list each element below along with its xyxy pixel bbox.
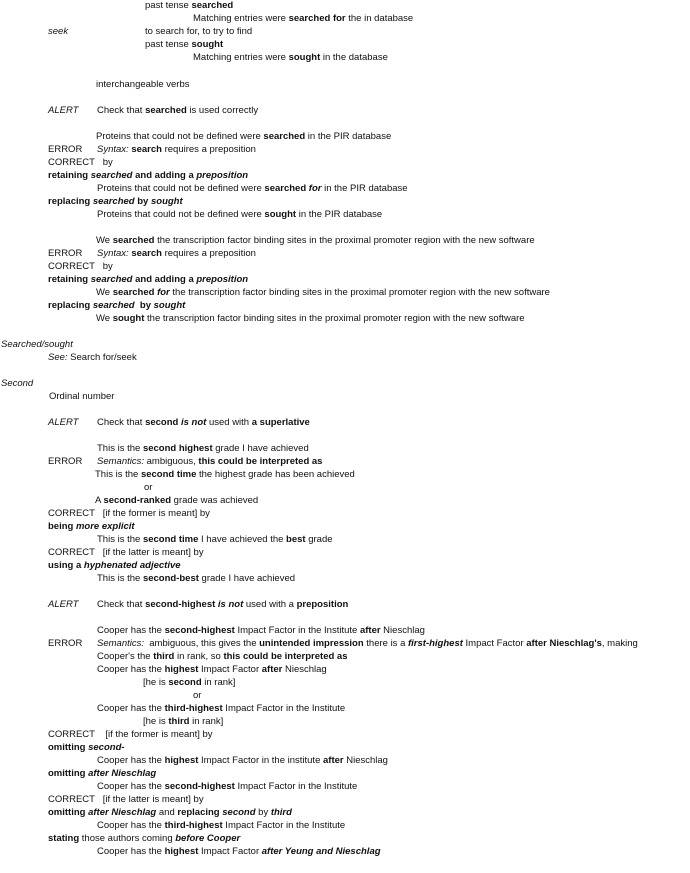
text-segment: after Yeung and Nieschlag — [261, 846, 381, 857]
text-segment — [181, 417, 206, 428]
text-segment — [91, 274, 133, 285]
text-segment: past tense — [145, 39, 192, 50]
text-segment: grade was achieved — [171, 495, 259, 506]
text-segment: Cooper's the — [97, 651, 154, 662]
text-segment: grade — [305, 534, 333, 545]
text-segment: Check that — [97, 599, 146, 610]
text-segment: unintended impression — [259, 638, 364, 649]
text-line — [1, 378, 33, 390]
text-segment: Search for/seek — [67, 352, 137, 363]
text-segment: Impact Factor in the institute — [198, 755, 323, 766]
text-segment: ERROR — [48, 144, 83, 155]
text-segment: preposition — [196, 274, 249, 285]
text-segment: third — [270, 807, 292, 818]
text-line — [97, 417, 310, 429]
text-line — [97, 456, 322, 468]
text-line — [96, 79, 189, 91]
text-line — [48, 560, 181, 572]
text-segment: searched — [112, 235, 155, 246]
text-line — [95, 495, 258, 507]
text-segment: CORRECT [if the former is meant] by — [48, 508, 210, 519]
text-segment: requires a preposition — [161, 248, 256, 259]
text-segment: in the PIR database — [296, 209, 383, 220]
text-segment: ALERT — [48, 599, 79, 610]
text-segment: in rank, so — [174, 651, 224, 662]
text-segment: Impact Factor in the Institute — [222, 703, 346, 714]
text-segment: in rank] — [189, 716, 224, 727]
text-segment: Nieschlag — [343, 755, 388, 766]
text-segment: by — [255, 807, 271, 818]
text-line — [97, 625, 425, 637]
text-segment: CORRECT [if the latter is meant] by — [48, 547, 204, 558]
text-segment: , making — [601, 638, 638, 649]
text-line — [143, 716, 223, 728]
text-segment: third — [153, 651, 175, 662]
text-segment: after — [323, 755, 344, 766]
text-segment: replacing — [48, 196, 93, 207]
text-line — [97, 651, 348, 663]
text-segment: Check that — [97, 105, 146, 116]
text-line — [145, 39, 223, 51]
text-segment — [84, 560, 181, 571]
text-segment: first-highest — [408, 638, 463, 649]
text-segment: This is the — [97, 534, 143, 545]
text-line — [97, 443, 309, 455]
text-line — [97, 105, 258, 117]
text-line — [48, 521, 135, 533]
text-segment: search — [131, 248, 162, 259]
text-segment: Impact Factor in the Institute — [222, 820, 346, 831]
text-segment: Syntax: — [97, 248, 129, 259]
text-segment: We — [96, 313, 113, 324]
text-segment: Semantics: — [97, 638, 144, 649]
text-segment — [157, 287, 170, 298]
text-segment: grade I have achieved — [198, 573, 296, 584]
text-line — [97, 573, 295, 585]
text-segment: sought — [153, 300, 186, 311]
text-segment: by — [134, 196, 151, 207]
text-segment: highest — [164, 755, 199, 766]
text-segment: Cooper has the — [97, 755, 165, 766]
text-segment: stating — [48, 833, 80, 844]
text-line — [48, 26, 68, 38]
text-line — [145, 26, 252, 38]
text-line — [48, 157, 113, 169]
text-segment: Cooper has the — [97, 664, 165, 675]
text-segment — [76, 521, 135, 532]
text-line — [193, 13, 413, 25]
text-segment: second time — [142, 534, 199, 545]
text-line — [97, 183, 408, 195]
text-segment: for — [308, 183, 322, 194]
text-line — [193, 52, 388, 64]
text-segment: or — [144, 482, 153, 493]
text-segment: searched — [90, 274, 133, 285]
text-line — [97, 664, 327, 676]
text-line — [97, 755, 388, 767]
text-segment: CORRECT [if the former is meant] by — [48, 729, 213, 740]
text-segment: second-ranked — [103, 495, 172, 506]
text-segment: second — [222, 807, 256, 818]
text-segment: Syntax: — [97, 144, 129, 155]
text-segment: Impact Factor — [198, 846, 262, 857]
text-segment — [151, 196, 183, 207]
text-segment — [88, 742, 124, 753]
text-segment: second highest — [142, 443, 213, 454]
text-line — [97, 846, 381, 858]
text-segment: sought — [288, 52, 321, 63]
text-segment: searched — [90, 170, 133, 181]
text-line — [48, 105, 78, 117]
text-segment: second time — [140, 469, 197, 480]
text-line — [48, 833, 240, 845]
text-segment: the transcription factor binding sites in the proximal promoter region with the new software — [169, 287, 550, 298]
text-line — [48, 352, 137, 364]
text-segment: Cooper has the — [97, 703, 165, 714]
text-line — [97, 534, 333, 546]
text-segment: We — [96, 287, 113, 298]
text-segment: searched — [191, 0, 234, 11]
text-segment: ALERT — [48, 417, 79, 428]
text-line — [145, 0, 233, 12]
text-segment: after Nieschlag — [88, 807, 157, 818]
text-segment: by — [134, 300, 154, 311]
text-segment: seek — [48, 26, 69, 37]
text-segment: Cooper has the — [97, 846, 165, 857]
text-line — [97, 638, 638, 650]
text-segment: the in database — [345, 13, 414, 24]
text-segment — [309, 183, 322, 194]
text-line — [97, 820, 345, 832]
text-segment: highest — [164, 846, 199, 857]
text-segment: more explicit — [75, 521, 135, 532]
text-segment — [408, 638, 463, 649]
text-line — [49, 391, 114, 403]
text-line — [96, 131, 391, 143]
text-line — [48, 807, 292, 819]
text-segment: the highest grade has been achieved — [196, 469, 355, 480]
text-segment: for — [157, 287, 170, 298]
text-segment: to search for, to try to find — [145, 26, 253, 37]
text-segment: search — [131, 144, 162, 155]
text-segment: sought — [112, 313, 145, 324]
text-segment: Ordinal number — [49, 391, 115, 402]
text-line — [96, 235, 535, 247]
text-segment: searched — [92, 196, 135, 207]
text-segment: Matching entries were — [193, 52, 289, 63]
text-segment: Impact Factor in the Institute — [234, 781, 358, 792]
text-line — [48, 417, 78, 429]
text-line — [48, 547, 204, 559]
text-segment: Matching entries were — [193, 13, 289, 24]
text-segment: second — [145, 417, 179, 428]
text-segment: searched for — [288, 13, 346, 24]
text-segment: Proteins that could not be defined were — [96, 131, 264, 142]
text-segment: second-highest — [164, 625, 235, 636]
text-segment: Impact Factor — [198, 664, 262, 675]
text-segment: See: — [48, 352, 68, 363]
text-line — [48, 170, 248, 182]
text-segment: adding a — [154, 170, 197, 181]
text-segment: searched — [263, 131, 306, 142]
text-segment: in the database — [320, 52, 388, 63]
text-line — [48, 248, 82, 260]
text-segment — [271, 807, 292, 818]
text-segment: ambiguous, — [144, 456, 199, 467]
text-segment: Searched/sought — [1, 339, 73, 350]
text-segment: before Cooper — [175, 833, 241, 844]
text-segment: second — [168, 677, 202, 688]
text-segment: We — [96, 235, 113, 246]
text-segment: Second — [1, 378, 34, 389]
text-segment — [88, 807, 156, 818]
text-segment: omitting — [48, 742, 89, 753]
text-line — [48, 144, 82, 156]
text-line — [97, 144, 256, 156]
text-segment: being — [48, 521, 76, 532]
text-segment: Nieschlag — [380, 625, 425, 636]
text-line — [1, 339, 73, 351]
text-line — [97, 703, 345, 715]
text-line — [96, 313, 525, 325]
text-segment: and — [156, 807, 178, 818]
text-segment: [he is — [143, 716, 169, 727]
text-segment: the transcription factor binding sites in the proximal promoter region with the new software — [144, 313, 525, 324]
text-segment: searched — [264, 183, 309, 194]
text-segment: is not — [217, 599, 244, 610]
text-segment: grade I have achieved — [212, 443, 309, 454]
text-line — [48, 196, 183, 208]
text-segment — [93, 196, 135, 207]
text-segment: second- — [88, 742, 125, 753]
text-segment: adding a — [154, 274, 197, 285]
text-line — [97, 248, 256, 260]
text-segment: and — [132, 170, 155, 181]
text-segment: Semantics: — [97, 456, 144, 467]
text-segment — [91, 170, 133, 181]
text-segment: ERROR — [48, 638, 83, 649]
text-segment — [196, 170, 248, 181]
text-line — [96, 287, 550, 299]
text-segment: This is the — [97, 573, 143, 584]
text-line — [48, 794, 204, 806]
text-segment: sought — [264, 209, 297, 220]
text-segment: third-highest — [164, 703, 223, 714]
text-line — [48, 638, 82, 650]
text-line — [48, 742, 125, 754]
text-segment: or — [193, 690, 202, 701]
text-line — [48, 508, 210, 520]
text-segment: Nieschlag — [282, 664, 327, 675]
text-segment: searched — [92, 300, 135, 311]
text-segment: omitting — [48, 768, 89, 779]
text-segment: there is a — [363, 638, 408, 649]
text-segment: [he is — [143, 677, 169, 688]
text-line — [193, 690, 201, 702]
text-segment: after — [261, 664, 283, 675]
text-segment: those authors coming — [79, 833, 176, 844]
text-line — [97, 209, 382, 221]
text-line — [48, 261, 113, 273]
text-segment: Cooper has the — [97, 781, 165, 792]
text-segment: Proteins that could not be defined were — [97, 183, 265, 194]
text-segment: CORRECT [if the latter is meant] by — [48, 794, 204, 805]
text-segment: searched — [112, 287, 158, 298]
text-segment: preposition — [296, 599, 349, 610]
text-segment: this could be interpreted as — [198, 456, 323, 467]
text-segment: second-highest — [145, 599, 216, 610]
text-segment: retaining — [48, 274, 91, 285]
text-segment: ambiguous, this gives the — [144, 638, 260, 649]
text-segment: preposition — [196, 170, 249, 181]
text-segment: I have achieved the — [198, 534, 287, 545]
text-segment — [93, 300, 135, 311]
text-segment: in rank] — [201, 677, 236, 688]
text-segment: sought — [150, 196, 183, 207]
text-segment: replacing — [48, 300, 93, 311]
text-segment: A — [95, 495, 104, 506]
text-segment: best — [286, 534, 306, 545]
text-segment: ALERT — [48, 105, 79, 116]
text-segment: This is the — [97, 443, 143, 454]
text-segment — [154, 300, 186, 311]
text-segment: requires a preposition — [161, 144, 256, 155]
text-segment: hyphenated adjective — [83, 560, 181, 571]
text-segment: using a — [48, 560, 84, 571]
text-line — [48, 300, 185, 312]
text-segment: second-highest — [164, 781, 235, 792]
text-segment: after Nieschlag's — [526, 638, 602, 649]
text-segment: interchangeable verbs — [96, 79, 190, 90]
text-segment: used with a — [243, 599, 297, 610]
text-line — [48, 274, 248, 286]
text-segment: second-best — [142, 573, 199, 584]
text-segment: the transcription factor binding sites in the proximal promoter region with the new software — [154, 235, 535, 246]
text-line — [97, 599, 348, 611]
text-segment: used with — [206, 417, 252, 428]
text-line — [48, 729, 213, 741]
text-segment: third — [168, 716, 190, 727]
text-segment: Cooper has the — [97, 820, 165, 831]
text-segment: Cooper has the — [97, 625, 165, 636]
text-line — [48, 768, 156, 780]
text-segment: and — [132, 274, 155, 285]
text-segment: after — [359, 625, 381, 636]
text-segment — [222, 807, 255, 818]
text-line — [48, 599, 78, 611]
text-segment — [218, 599, 243, 610]
text-segment: Impact Factor in the Institute — [234, 625, 360, 636]
text-segment: is used correctly — [186, 105, 259, 116]
text-line — [144, 482, 152, 494]
text-segment: highest — [164, 664, 199, 675]
text-segment: past tense — [145, 0, 192, 11]
text-segment: Impact Factor — [462, 638, 527, 649]
text-segment — [262, 846, 381, 857]
text-segment: a superlative — [251, 417, 310, 428]
text-segment: This is the — [95, 469, 141, 480]
text-segment — [175, 833, 240, 844]
text-segment: this could be interpreted as — [223, 651, 348, 662]
text-segment: retaining — [48, 170, 91, 181]
text-segment: Check that — [97, 417, 146, 428]
text-line — [97, 781, 357, 793]
text-segment: omitting — [48, 807, 89, 818]
text-segment — [196, 274, 248, 285]
text-segment: in the PIR database — [305, 131, 392, 142]
text-line — [95, 469, 355, 481]
text-line — [143, 677, 235, 689]
text-segment: CORRECT by — [48, 157, 113, 168]
text-segment: ERROR — [48, 456, 83, 467]
text-segment: third-highest — [164, 820, 223, 831]
text-segment: is not — [180, 417, 207, 428]
text-segment: after Nieschlag — [88, 768, 157, 779]
text-segment: replacing — [177, 807, 223, 818]
text-segment: CORRECT by — [48, 261, 113, 272]
text-line — [48, 456, 82, 468]
text-segment: ERROR — [48, 248, 83, 259]
text-segment: sought — [191, 39, 224, 50]
text-segment: in the PIR database — [321, 183, 408, 194]
text-segment — [88, 768, 156, 779]
text-segment: Proteins that could not be defined were — [97, 209, 265, 220]
text-segment: searched — [145, 105, 187, 116]
